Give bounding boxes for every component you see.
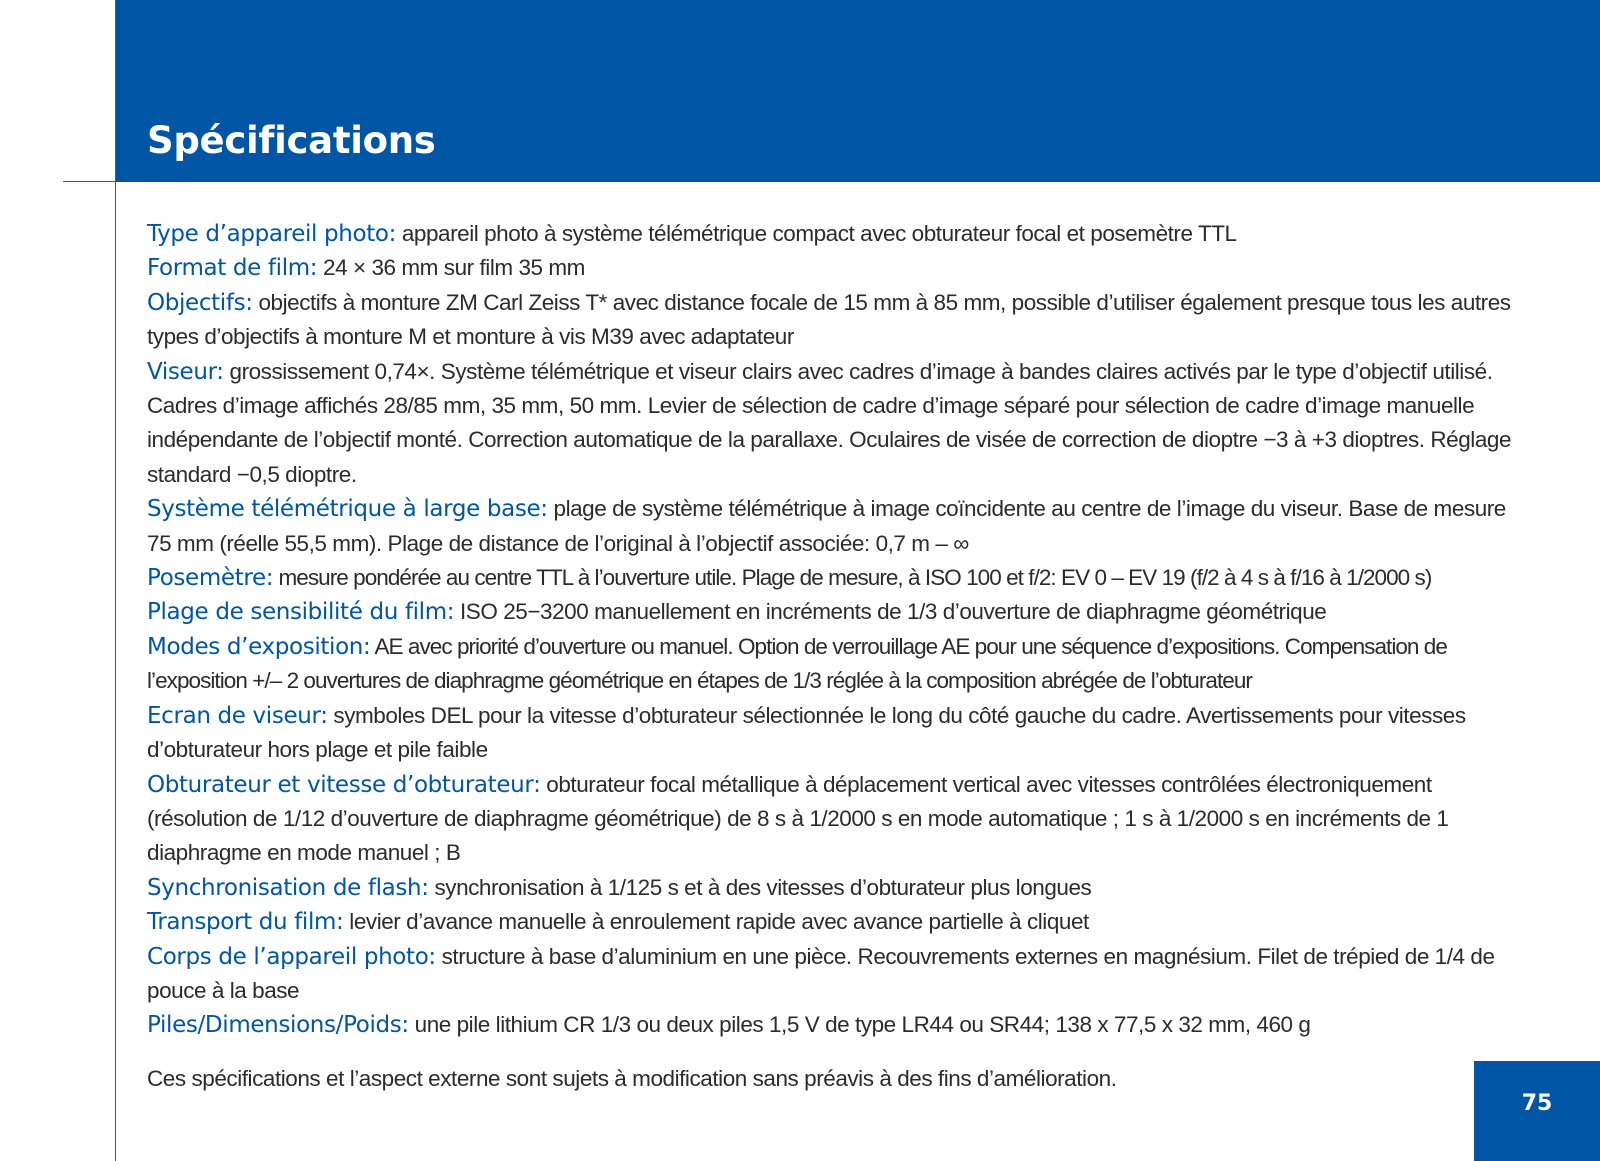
- spec-value: une pile lithium CR 1/3 ou deux piles 1,5 V de type LR44 ou SR44; 138 x 77,5 x 32 mm, 460 g: [414, 1012, 1311, 1038]
- spec-label: Ecran de viseur:: [147, 702, 328, 729]
- spec-value: grossissement 0,74×. Système télémétrique et viseur clairs avec cadres d’image à bandes claires activés par le type d’objectif utilisé. Cadres d’image affichés 28/85 mm, 35 mm, 50 mm. Levier de sélection de cadre d’image séparé pour sélection de cadre d’image manuelle indépendante de l’objectif monté. Correction automatique de la parallaxe. Oculaires de visée de correction de dioptre −3 à +3 dioptres. Réglage standard −0,5 dioptre.: [147, 358, 1512, 487]
- spec-label: Plage de sensibilité du film:: [147, 599, 455, 626]
- spec-value: objectifs à monture ZM Carl Zeiss T* avec distance focale de 15 mm à 85 mm, possible d’utiliser également presque tous les autres types d’objectifs à monture M et monture à vis M39 avec adaptateur: [147, 289, 1511, 350]
- spec-value: 24 × 36 mm sur film 35 mm: [323, 255, 585, 281]
- spec-value: mesure pondérée au centre TTL à l’ouverture utile. Plage de mesure, à ISO 100 et f/2: EV 0 – EV 19 (f/2 à 4 s à f/16 à 1/2000 s): [278, 565, 1432, 591]
- spec-item-film-speed: [147, 595, 1532, 629]
- spec-list: [147, 217, 1532, 1043]
- spec-value: synchronisation à 1/125 s et à des vitesses d’obturateur plus longues: [434, 874, 1092, 900]
- spec-item-flash-sync: [147, 871, 1532, 905]
- spec-label: Format de film:: [147, 255, 318, 282]
- spec-value: obturateur focal métallique à déplacement vertical avec vitesses contrôlées électroniquement (résolution de 1/12 d’ouverture de diaphragme géométrique) de 8 s à 1/2000 s en mode automatique ; 1 s à 1/2000 s en incréments de 1 diaphragme en mode manuel ; B: [147, 771, 1449, 866]
- spec-value: AE avec priorité d’ouverture ou manuel. Option de verrouillage AE pour une séquence d’expositions. Compensation de l’exposition +/– 2 ouvertures de diaphragme géométrique en étapes de 1/3 réglée à la composition abrégée de l’obturateur: [147, 633, 1447, 694]
- spec-label: Obturateur et vitesse d’obturateur:: [147, 771, 541, 798]
- page-title: Spécifications: [147, 119, 436, 162]
- spec-label: Corps de l’appareil photo:: [147, 943, 436, 970]
- spec-value: plage de système télémétrique à image coïncidente au centre de l’image du viseur. Base de mesure 75 mm (réelle 55,5 mm). Plage de distance de l’original à l’objectif associée: 0,7 m – ∞: [147, 496, 1506, 556]
- spec-value: appareil photo à système télémétrique compact avec obturateur focal et posemètre TTL: [401, 221, 1237, 246]
- spec-item-viewfinder-display: [147, 699, 1532, 768]
- spec-item-exposure-modes: [147, 630, 1532, 699]
- spec-item-camera-body: [147, 940, 1532, 1009]
- page-number: 75: [1521, 1091, 1553, 1116]
- spec-item-battery-dimensions-weight: [147, 1008, 1532, 1042]
- spec-label: Piles/Dimensions/Poids:: [147, 1012, 409, 1039]
- header-rule: [63, 181, 116, 182]
- spec-value: levier d’avance manuelle à enroulement rapide avec avance partielle à cliquet: [349, 909, 1089, 935]
- spec-item-film-format: [147, 251, 1532, 285]
- spec-label: Type d’appareil photo:: [147, 221, 397, 247]
- spec-item-film-transport: [147, 905, 1532, 939]
- spec-label: Viseur:: [147, 358, 224, 385]
- spec-label: Transport du film:: [147, 909, 344, 936]
- spec-item-light-meter: [147, 561, 1532, 595]
- spec-label: Synchronisation de flash:: [147, 874, 429, 901]
- spec-item-camera-type: [147, 217, 1532, 251]
- spec-item-viewfinder: [147, 355, 1532, 493]
- spec-label: Modes d’exposition:: [147, 633, 371, 660]
- footnote: Ces spécifications et l’aspect externe sont sujets à modification sans préavis à des fins d’amélioration.: [147, 1066, 1117, 1091]
- spec-item-lenses: [147, 286, 1532, 355]
- spec-label: Système télémétrique à large base:: [147, 496, 548, 523]
- spec-item-rangefinder: [147, 492, 1532, 561]
- spec-item-shutter: [147, 768, 1532, 871]
- spec-value: ISO 25−3200 manuellement en incréments de 1/3 d’ouverture de diaphragme géométrique: [460, 599, 1327, 625]
- spec-label: Objectifs:: [147, 289, 253, 316]
- margin-rule: [115, 0, 116, 1161]
- spec-value: symboles DEL pour la vitesse d’obturateur sélectionnée le long du côté gauche du cadre. Avertissements pour vitesses d’obturateur hors plage et pile faible: [147, 702, 1466, 763]
- spec-value: structure à base d’aluminium en une pièce. Recouvrements externes en magnésium. Filet de trépied de 1/4 de pouce à la base: [147, 943, 1495, 1003]
- page-number-box: [1474, 1061, 1600, 1161]
- spec-label: Posemètre:: [147, 565, 274, 592]
